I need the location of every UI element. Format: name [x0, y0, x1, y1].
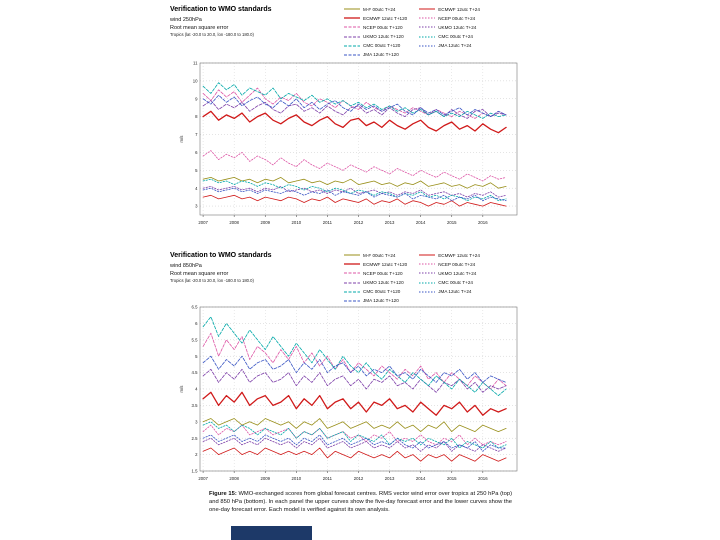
figure-caption-label: Figure 15:: [209, 491, 237, 497]
x-tick-label: 2010: [291, 220, 302, 225]
legend-column: [344, 6, 407, 58]
x-tick-label: 2009: [260, 476, 271, 481]
legend-label: M-F 00utc T+24: [363, 6, 396, 12]
x-tick-label: 2011: [322, 476, 333, 481]
legend-label: CMC 00utc T+120: [363, 43, 401, 49]
legend-250hpa: [344, 6, 480, 58]
legend-line-sample: [419, 6, 435, 12]
legend-line-sample: [344, 252, 360, 258]
series-line: [203, 392, 506, 415]
y-tick-label: 7: [195, 132, 198, 138]
y-tick-label: 2: [195, 452, 198, 458]
chart-250hpa: [176, 58, 522, 228]
chart-svg: [176, 302, 522, 484]
y-tick-label: 6: [195, 321, 198, 326]
panel-title: Verification to WMO standards: [170, 252, 272, 259]
y-tick-label: 5.5: [191, 337, 198, 343]
x-tick-label: 2012: [353, 476, 364, 481]
y-tick-label: 3: [195, 203, 198, 209]
series-line: [203, 195, 506, 206]
legend-label: JMA 12utc T+120: [363, 52, 399, 58]
legend-line-sample: [419, 280, 435, 286]
legend-column: [419, 6, 480, 58]
y-tick-label: 3.5: [191, 403, 198, 408]
legend-item: [344, 261, 407, 267]
figure-caption: [209, 491, 512, 514]
legend-label: ECMWF 12utc T+24: [438, 252, 480, 258]
legend-item: [344, 15, 407, 21]
panel-subtitle-variable: wind 850hPa: [170, 262, 202, 269]
y-axis-title: m/s: [179, 135, 184, 143]
legend-item: [419, 261, 480, 267]
y-tick-label: 8: [195, 114, 198, 120]
legend-item: [419, 6, 480, 12]
legend-label: UKMO 12utc T+120: [363, 34, 404, 40]
legend-item: [344, 6, 407, 12]
legend-label: ECMWF 12utc T+120: [363, 15, 408, 21]
x-tick-label: 2013: [384, 476, 395, 481]
x-tick-label: 2011: [322, 220, 333, 225]
figure-caption-text: WMO-exchanged scores from global forecast centres. RMS vector wind error over tropics at 250 hPa (top) and 850 hPa (bottom). In each panel the upper curves show the five-day forecast error and the lower curves show the one-day forecast error. Each model is verified against its own analysis.: [209, 491, 513, 513]
legend-label: NCEP 00utc T+24: [438, 15, 476, 21]
y-tick-label: 5: [195, 167, 198, 173]
legend-line-sample: [344, 6, 360, 12]
legend-label: JMA 12utc T+120: [363, 298, 399, 304]
legend-label: JMA 12utc T+24: [438, 289, 472, 295]
panel-title: Verification to WMO standards: [170, 6, 272, 13]
footer-logo-bar: [231, 526, 312, 540]
panel-header-250hpa: [170, 6, 272, 39]
legend-item: [419, 252, 480, 258]
y-tick-label: 11: [193, 60, 198, 66]
panel-subtitle-metric: Root mean square error: [170, 24, 229, 31]
panel-subtitle-domain: Tropics (lat -20.0 to 20.0, lon -180.0 to 180.0): [170, 32, 254, 37]
legend-item: [419, 270, 480, 276]
x-tick-label: 2016: [478, 476, 488, 481]
legend-line-sample: [344, 24, 360, 30]
legend-label: ECMWF 12utc T+24: [438, 6, 480, 12]
legend-line-sample: [344, 43, 360, 49]
legend-line-sample: [344, 34, 360, 40]
legend-item: [419, 34, 480, 40]
legend-item: [344, 280, 407, 286]
series-line: [203, 88, 506, 118]
y-tick-label: 3: [195, 419, 198, 425]
legend-line-sample: [419, 270, 435, 276]
y-tick-label: 6.5: [191, 304, 198, 310]
legend-850hpa: [344, 252, 480, 304]
legend-item: [344, 24, 407, 30]
panel-subtitle-variable: wind 250hPa: [170, 16, 202, 23]
panel-subtitle-domain: Tropics (lat -20.0 to 20.0, lon -180.0 to 180.0): [170, 278, 254, 283]
legend-label: CMC 00utc T+24: [438, 280, 473, 286]
series-line: [203, 151, 506, 181]
legend-item: [344, 43, 407, 49]
chart-svg: [176, 58, 522, 228]
legend-label: M-F 00utc T+24: [363, 252, 396, 258]
legend-label: NCEP 00utc T+120: [363, 270, 403, 276]
y-tick-label: 1.5: [191, 468, 198, 474]
legend-label: UKMO 12utc T+24: [438, 24, 477, 30]
series-line: [203, 435, 506, 451]
legend-line-sample: [344, 15, 360, 21]
x-tick-label: 2013: [384, 220, 395, 225]
y-tick-label: 9: [195, 96, 198, 102]
legend-line-sample: [419, 34, 435, 40]
legend-column: [344, 252, 407, 304]
legend-label: UKMO 12utc T+120: [363, 280, 404, 286]
y-tick-label: 2.5: [191, 435, 198, 441]
series-line: [203, 111, 506, 132]
x-tick-label: 2014: [415, 220, 426, 225]
x-tick-label: 2015: [446, 220, 457, 225]
x-tick-label: 2014: [415, 476, 426, 481]
legend-item: [419, 24, 480, 30]
y-tick-label: 10: [192, 78, 198, 84]
x-tick-label: 2008: [229, 220, 239, 225]
legend-item: [419, 43, 480, 49]
legend-line-sample: [344, 280, 360, 286]
legend-label: ECMWF 12utc T+120: [363, 261, 408, 267]
legend-item: [344, 270, 407, 276]
legend-line-sample: [419, 15, 435, 21]
panel-subtitle-metric: Root mean square error: [170, 270, 229, 277]
legend-label: JMA 12utc T+24: [438, 43, 472, 49]
y-tick-label: 4: [195, 386, 198, 392]
series-line: [203, 419, 506, 432]
legend-item: [419, 15, 480, 21]
y-tick-label: 6: [195, 150, 198, 156]
legend-line-sample: [344, 270, 360, 276]
x-tick-label: 2015: [446, 476, 457, 481]
legend-label: NCEP 00utc T+120: [363, 24, 403, 30]
series-line: [203, 95, 506, 116]
chart-850hpa: [176, 302, 522, 484]
legend-line-sample: [344, 289, 360, 295]
legend-label: CMC 00utc T+24: [438, 34, 473, 40]
legend-line-sample: [419, 252, 435, 258]
x-tick-label: 2007: [198, 476, 208, 481]
legend-item: [419, 280, 480, 286]
series-line: [203, 356, 506, 382]
legend-item: [344, 289, 407, 295]
legend-line-sample: [419, 24, 435, 30]
x-tick-label: 2012: [353, 220, 364, 225]
legend-line-sample: [419, 261, 435, 267]
legend-item: [344, 252, 407, 258]
y-tick-label: 4: [195, 185, 198, 191]
y-tick-label: 5: [195, 353, 198, 359]
legend-label: CMC 00utc T+120: [363, 289, 401, 295]
x-tick-label: 2007: [198, 220, 208, 225]
x-tick-label: 2009: [260, 220, 271, 225]
legend-line-sample: [344, 261, 360, 267]
y-tick-label: 4.5: [191, 370, 198, 376]
legend-label: NCEP 00utc T+24: [438, 261, 476, 267]
x-tick-label: 2010: [291, 476, 302, 481]
x-tick-label: 2008: [229, 476, 239, 481]
legend-column: [419, 252, 480, 304]
legend-line-sample: [419, 43, 435, 49]
legend-item: [344, 34, 407, 40]
series-line: [203, 83, 506, 119]
legend-label: UKMO 12utc T+24: [438, 270, 477, 276]
x-tick-label: 2016: [478, 220, 488, 225]
y-axis-title: m/s: [179, 385, 184, 393]
panel-header-850hpa: [170, 252, 272, 285]
series-line: [203, 438, 506, 451]
legend-line-sample: [419, 289, 435, 295]
legend-item: [419, 289, 480, 295]
